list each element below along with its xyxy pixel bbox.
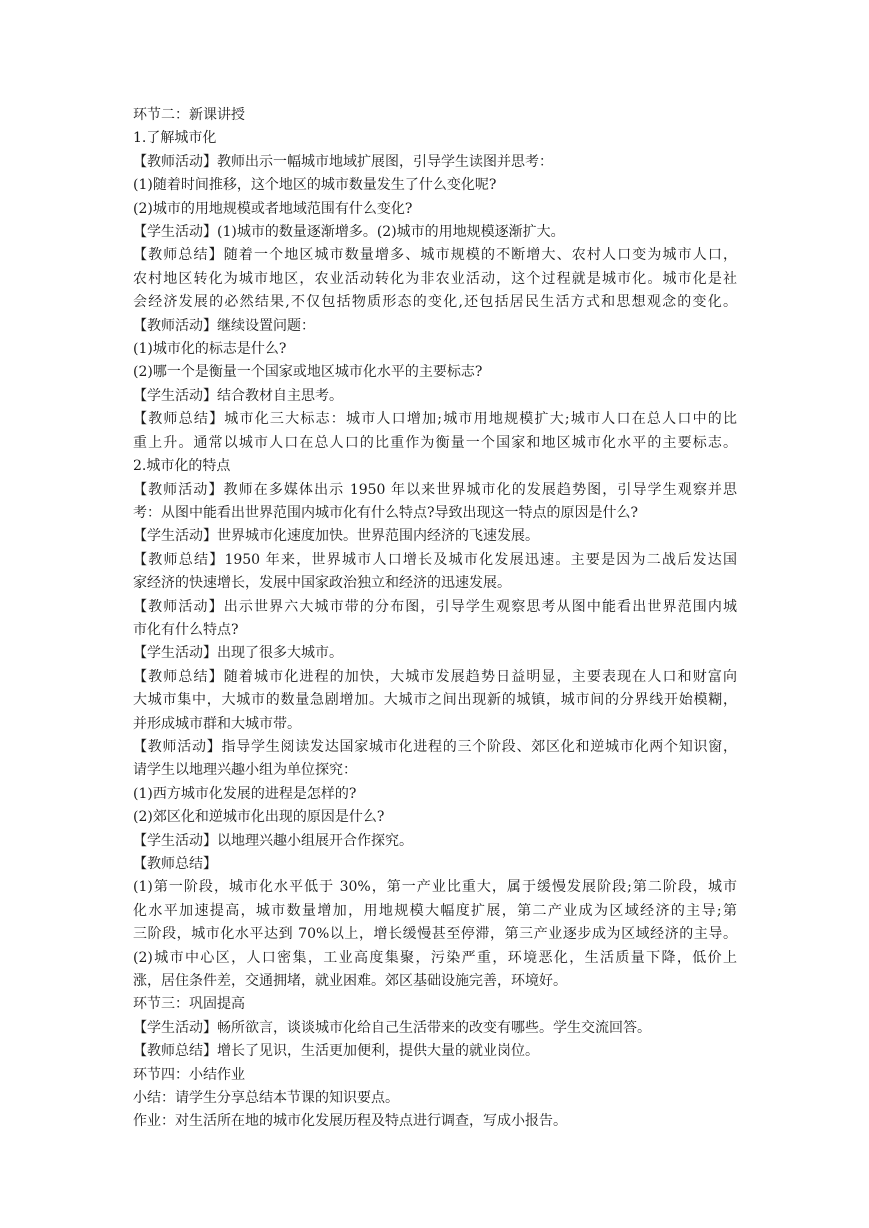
text-line: 小结：请学生分享总结本节课的知识要点。 (133, 1090, 399, 1107)
text-line: (2)城市中心区，人口密集，工业高度集聚，污染严重，环境恶化，生活质量下降，低价上 (133, 949, 737, 966)
text-line: 【教师活动】指导学生阅读发达国家城市化进程的三个阶段、郊区化和逆城市化两个知识窗， (133, 738, 737, 755)
text-line: 市化有什么特点? (133, 621, 239, 638)
text-line: 【学生活动】畅所欲言，谈谈城市化给自己生活带来的改变有哪些。学生交流回答。 (133, 1019, 651, 1036)
subsection-heading: 1.了解城市化 (133, 130, 217, 147)
text-line: 【教师总结】增长了见识，生活更加便利，提供大量的就业岗位。 (133, 1043, 539, 1060)
section-heading: 环节四：小结作业 (133, 1066, 245, 1083)
text-line: 【学生活动】出现了很多大城市。 (133, 645, 343, 662)
text-line: 重上升。通常以城市人口在总人口的比重作为衡量一个国家和地区城市化水平的主要标志。 (133, 434, 737, 451)
text-line: 涨，居住条件差，交通拥堵，就业困难。郊区基础设施完善，环境好。 (133, 973, 567, 990)
text-line: 【学生活动】结合教材自主思考。 (133, 387, 343, 404)
text-line: 作业：对生活所在地的城市化发展历程及特点进行调查，写成小报告。 (133, 1113, 567, 1130)
text-line: 化水平加速提高，城市数量增加，用地规模大幅度扩展，第二产业成为区域经济的主导;第 (133, 902, 737, 919)
text-line: (1)西方城市化发展的进程是怎样的? (133, 785, 357, 802)
text-line: (2)哪一个是衡量一个国家或地区城市化水平的主要标志? (133, 364, 483, 381)
text-line: 【教师活动】教师在多媒体出示 1950 年以来世界城市化的发展趋势图，引导学生观察并思 (133, 481, 737, 498)
text-line: 【教师活动】继续设置问题： (133, 317, 315, 334)
text-line: (1)第一阶段，城市化水平低于 30%，第一产业比重大，属于缓慢发展阶段;第二阶段，城市 (133, 879, 737, 896)
text-line: 【教师活动】出示世界六大城市带的分布图，引导学生观察思考从图中能看出世界范围内城 (133, 598, 737, 615)
section-heading: 环节二：新课讲授 (133, 107, 245, 123)
text-line: 【教师总结】 (133, 856, 217, 872)
text-line: 大城市集中，大城市的数量急剧增加。大城市之间出现新的城镇，城市间的分界线开始模糊， (133, 692, 737, 709)
text-line: (1)随着时间推移，这个地区的城市数量发生了什么变化呢? (133, 177, 497, 194)
text-line: 【教师活动】教师出示一幅城市地域扩展图，引导学生读图并思考： (133, 153, 553, 170)
text-line: 家经济的快速增长，发展中国家政治独立和经济的迅速发展。 (133, 575, 511, 592)
text-line: 【教师总结】随着城市化进程的加快，大城市发展趋势日益明显，主要表现在人口和财富向 (133, 668, 737, 685)
text-line: 并形成城市群和大城市带。 (133, 715, 301, 732)
text-line: 【学生活动】以地理兴趣小组展开合作探究。 (133, 832, 413, 849)
text-line: (2)城市的用地规模或者地域范围有什么变化? (133, 200, 413, 217)
text-line: (1)城市化的标志是什么? (133, 341, 287, 358)
text-line: 【学生活动】世界城市化速度加快。世界范围内经济的飞速发展。 (133, 528, 539, 545)
section-heading: 环节三：巩固提高 (133, 996, 245, 1013)
text-line: 【教师总结】城市化三大标志：城市人口增加;城市用地规模扩大;城市人口在总人口中的比 (133, 411, 737, 428)
text-line: 【教师总结】1950 年来，世界城市人口增长及城市化发展迅速。主要是因为二战后发达国 (133, 551, 737, 568)
text-line: 考：从图中能看出世界范围内城市化有什么特点?导致出现这一特点的原因是什么? (133, 504, 639, 521)
text-line: 三阶段，城市化水平达到 70%以上，增长缓慢甚至停滞，第三产业逐步成为区域经济的主导。 (133, 926, 737, 943)
text-line: 【教师总结】随着一个地区城市数量增多、城市规模的不断增大、农村人口变为城市人口， (133, 247, 737, 264)
text-line: (2)郊区化和逆城市化出现的原因是什么? (133, 809, 385, 826)
text-line: 【学生活动】(1)城市的数量逐渐增多。(2)城市的用地规模逐渐扩大。 (133, 224, 565, 241)
text-line: 农村地区转化为城市地区，农业活动转化为非农业活动，这个过程就是城市化。城市化是社 (133, 270, 737, 287)
document-body (133, 104, 737, 1134)
text-line: 会经济发展的必然结果,不仅包括物质形态的变化,还包括居民生活方式和思想观念的变化。 (133, 294, 737, 311)
text-line: 请学生以地理兴趣小组为单位探究： (133, 762, 357, 779)
subsection-heading: 2.城市化的特点 (133, 458, 231, 475)
